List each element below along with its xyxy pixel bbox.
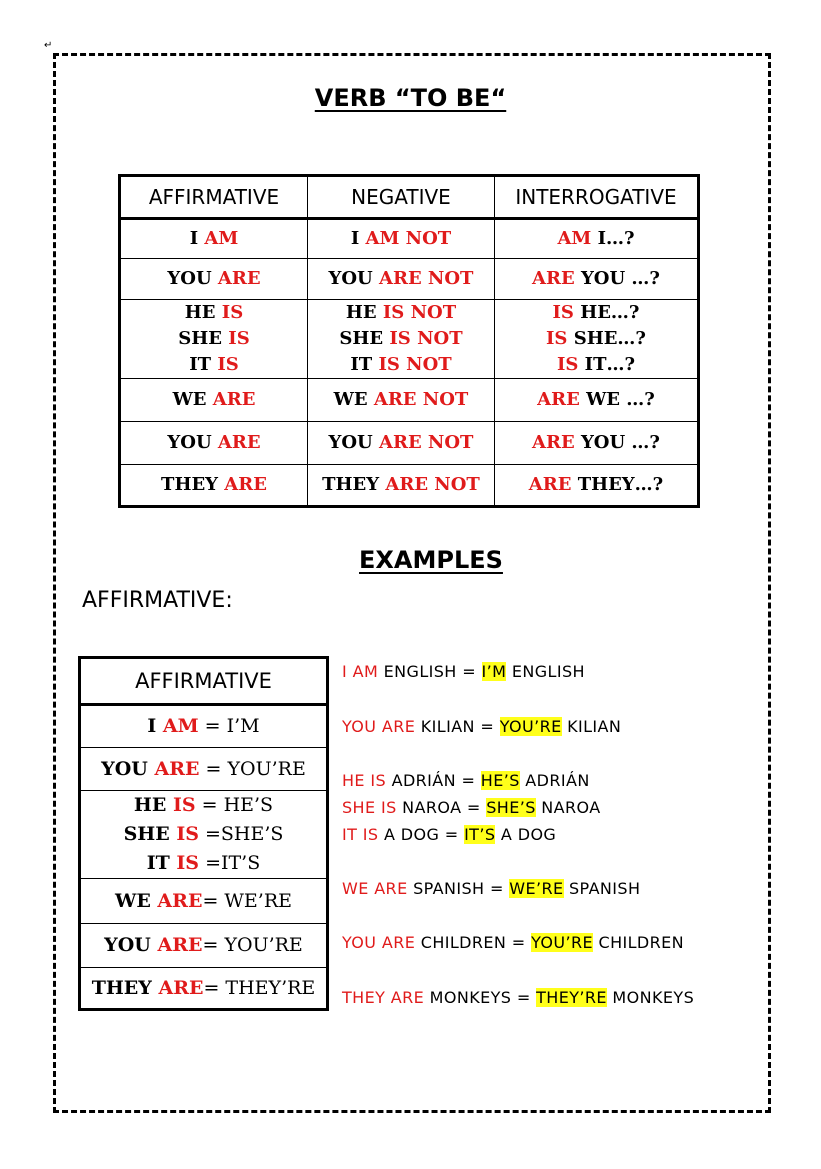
table-row [80, 879, 328, 924]
contraction-table [78, 656, 329, 1011]
cell: THEY ARE NOT [308, 465, 495, 507]
table-row [80, 748, 328, 791]
example-line: WE ARE SPANISH = WE’RE SPANISH [342, 879, 641, 898]
table-row [120, 259, 699, 300]
header-negative: NEGATIVE [308, 176, 495, 219]
example-line: SHE IS NAROA = SHE’S NAROA [342, 798, 601, 817]
table-row [120, 219, 699, 259]
cell: WE ARE= WE’RE [80, 879, 328, 924]
cell: AM I…? [495, 219, 699, 259]
example-line: YOU ARE CHILDREN = YOU’RE CHILDREN [342, 933, 685, 952]
example-line: IT IS A DOG = IT’S A DOG [342, 825, 557, 844]
cell: HE IS NOT SHE IS NOT IT IS NOT [308, 300, 495, 379]
table-row [80, 791, 328, 879]
table-row [120, 465, 699, 507]
cell: ARE YOU …? [495, 422, 699, 465]
example-line: I AM ENGLISH = I’M ENGLISH [342, 662, 585, 681]
examples-heading: EXAMPLES [359, 546, 503, 574]
cell: YOU ARE = YOU’RE [80, 748, 328, 791]
cell: THEY ARE= THEY’RE [80, 968, 328, 1010]
table-row [80, 924, 328, 968]
cell: ARE YOU …? [495, 259, 699, 300]
page-title: VERB “TO BE“ [314, 84, 507, 112]
table-row [120, 422, 699, 465]
table-row [120, 379, 699, 422]
cell: WE ARE [120, 379, 308, 422]
cell: IS HE…? IS SHE…? IS IT…? [495, 300, 699, 379]
cell: WE ARE NOT [308, 379, 495, 422]
table-row [80, 968, 328, 1010]
cell: ARE THEY…? [495, 465, 699, 507]
verb-to-be-table [118, 174, 700, 508]
cell: I AM [120, 219, 308, 259]
cell: HE IS SHE IS IT IS [120, 300, 308, 379]
cell: YOU ARE [120, 422, 308, 465]
example-line: HE IS ADRIÁN = HE’S ADRIÁN [342, 771, 590, 790]
example-line: THEY ARE MONKEYS = THEY’RE MONKEYS [342, 988, 695, 1007]
cell: YOU ARE= YOU’RE [80, 924, 328, 968]
header-interrogative: INTERROGATIVE [495, 176, 699, 219]
cell: THEY ARE [120, 465, 308, 507]
corner-mark: ↵ [44, 40, 53, 51]
table-row [80, 705, 328, 748]
cell: I AM NOT [308, 219, 495, 259]
header-affirmative: AFFIRMATIVE [80, 658, 328, 705]
cell: HE IS = HE’S SHE IS =SHE’S IT IS =IT’S [80, 791, 328, 879]
cell: YOU ARE NOT [308, 259, 495, 300]
cell: YOU ARE [120, 259, 308, 300]
example-line: YOU ARE KILIAN = YOU’RE KILIAN [342, 717, 622, 736]
cell: ARE WE …? [495, 379, 699, 422]
table-row [120, 300, 699, 379]
header-row [80, 658, 328, 705]
header-affirmative: AFFIRMATIVE [120, 176, 308, 219]
cell: I AM = I’M [80, 705, 328, 748]
header-row [120, 176, 699, 219]
affirmative-label: AFFIRMATIVE: [82, 588, 233, 613]
cell: YOU ARE NOT [308, 422, 495, 465]
